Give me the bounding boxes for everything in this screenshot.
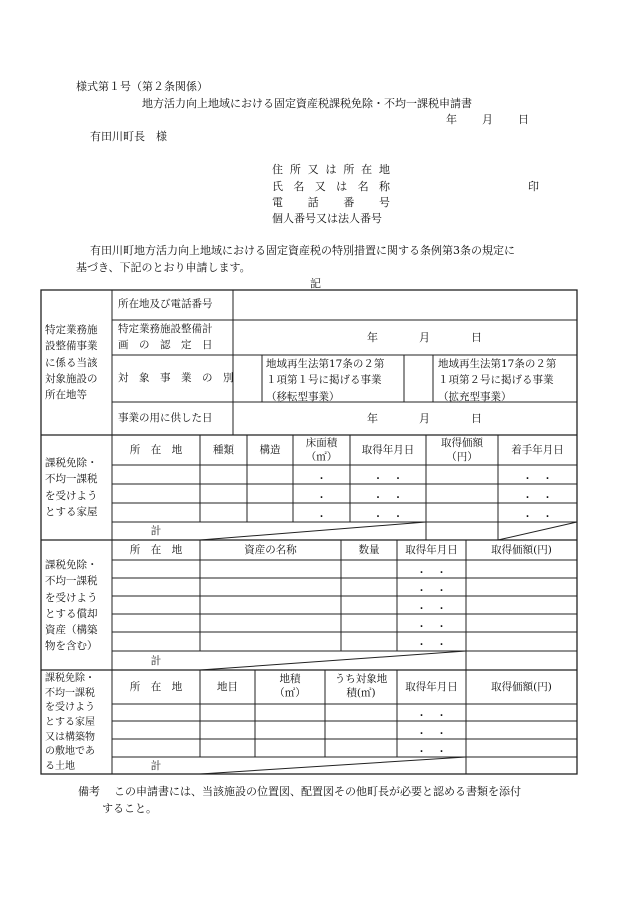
plan-month: 月	[419, 331, 430, 344]
plan-year: 年	[367, 331, 378, 344]
sec4-header-land-area: 地積 （㎡）	[274, 673, 306, 700]
form-number: 様式第１号（第２条関係）	[76, 80, 208, 93]
body-line-2: 基づき、下記のとおり申請します。	[76, 261, 251, 274]
type-option-relocation[interactable]: 地域再生法第17条の２第 １項第１号に掲げる事業 （移転型事業）	[266, 358, 385, 403]
sec4-total-label: 計	[150, 760, 162, 772]
sec4-label: 課税免除・ 不均一課税 を受けよう とする家屋 又は構築物 の敷地であ る土地	[45, 673, 95, 773]
sec2-header-acq-price: 取得価額 （円）	[441, 437, 483, 464]
sec3-header-quantity: 数量	[358, 544, 380, 556]
body-line-1: 有田川町地方活力向上地域における固定資産税の特別措置に関する条例第3条の規定に	[90, 244, 515, 257]
note-line-1: この申請書には、当該施設の位置図、配置図その他町長が必要と認める書類を添付	[114, 785, 521, 798]
sec3-header-asset-name: 資産の名称	[244, 544, 297, 556]
sec2-header-acq-date: 取得年月日	[361, 444, 415, 456]
sec4-acq-date-dots: ・ ・	[416, 711, 447, 722]
plan-day: 日	[471, 331, 482, 344]
sec4-acq-date-dots: ・ ・	[416, 729, 447, 740]
sec4-header-acq-price: 取得価額(円)	[491, 681, 552, 693]
sec3-acq-date-dots: ・ ・	[416, 568, 447, 579]
sec2-header-start-date: 着手年月日	[511, 444, 564, 456]
seal-mark: 印	[528, 180, 539, 193]
sec2-acq-date-dots: ・ ・	[373, 512, 403, 523]
header-year: 年	[446, 113, 457, 126]
sec4-acq-date-dots: ・ ・	[416, 747, 447, 758]
sec4-header-acq-date: 取得年月日	[405, 681, 458, 693]
sec3-header-acq-price: 取得価額(円)	[491, 544, 552, 556]
sec2-total-label: 計	[150, 525, 162, 537]
sec3-label: 課税免除・ 不均一課税 を受けよう とする償却 資産（構築 物を含む）	[45, 559, 98, 653]
sec2-floor-dot: ・	[316, 493, 327, 504]
use-year: 年	[367, 412, 378, 425]
header-month: 月	[482, 113, 493, 126]
ki-heading: 記	[310, 277, 321, 290]
sec3-header-acq-date: 取得年月日	[405, 544, 458, 556]
applicant-phone-label: 電 話 番 号	[272, 196, 390, 209]
addressee: 有田川町長 様	[90, 130, 167, 143]
sec4-header-land-category: 地目	[217, 681, 238, 693]
sec4-header-target-area: うち対象地 積(㎡)	[334, 673, 388, 700]
sec3-acq-date-dots: ・ ・	[416, 586, 447, 597]
sec2-floor-dot: ・	[316, 474, 327, 485]
use-day: 日	[471, 412, 482, 425]
header-day: 日	[518, 113, 529, 126]
applicant-name-label: 氏 名 又 は 名 称	[272, 180, 390, 193]
sec2-header-location: 所 在 地	[129, 444, 183, 456]
type-option-expansion[interactable]: 地域再生法第17条の２第 １項第２号に掲げる事業 （拡充型事業）	[438, 358, 557, 403]
sec2-acq-date-dots: ・ ・	[373, 474, 403, 485]
sec3-acq-date-dots: ・ ・	[416, 640, 447, 651]
sec2-acq-date-dots: ・ ・	[373, 493, 403, 504]
sec3-header-location: 所 在 地	[129, 544, 183, 556]
row-plan-label: 特定業務施設整備計 画 の 認 定 日	[118, 323, 213, 352]
note-label: 備考	[78, 785, 100, 798]
sec4-header-location: 所 在 地	[129, 681, 183, 693]
applicant-address-label: 住 所 又 は 所 在 地	[272, 163, 390, 176]
use-month: 月	[419, 412, 430, 425]
row-type-label: 対 象 事 業 の 別	[118, 372, 234, 384]
sec1-label: 特定業務施 設整備事業 に係る当該 対象施設の 所在地等	[45, 324, 98, 402]
applicant-id-label: 個人番号又は法人番号	[272, 212, 382, 225]
sec3-acq-date-dots: ・ ・	[416, 604, 447, 615]
sec3-acq-date-dots: ・ ・	[416, 622, 447, 633]
sec2-label: 課税免除・ 不均一課税 を受けよう とする家屋	[45, 457, 98, 518]
sec2-start-date-dots: ・ ・	[522, 512, 553, 523]
sec2-start-date-dots: ・ ・	[522, 474, 553, 485]
sec2-start-date-dots: ・ ・	[522, 493, 553, 504]
sec3-total-label: 計	[150, 655, 162, 667]
sec2-header-kind: 種類	[213, 444, 234, 456]
sec2-floor-dot: ・	[316, 512, 327, 523]
sec2-header-structure: 構造	[259, 444, 281, 456]
note-line-2: すること。	[102, 802, 157, 815]
sec2-header-floor-area: 床面積 （㎡）	[305, 437, 338, 464]
row-location-label: 所在地及び電話番号	[118, 298, 213, 310]
form-title: 地方活力向上地域における固定資産税課税免除・不均一課税申請書	[142, 97, 472, 110]
row-use-label: 事業の用に供した日	[118, 412, 213, 424]
